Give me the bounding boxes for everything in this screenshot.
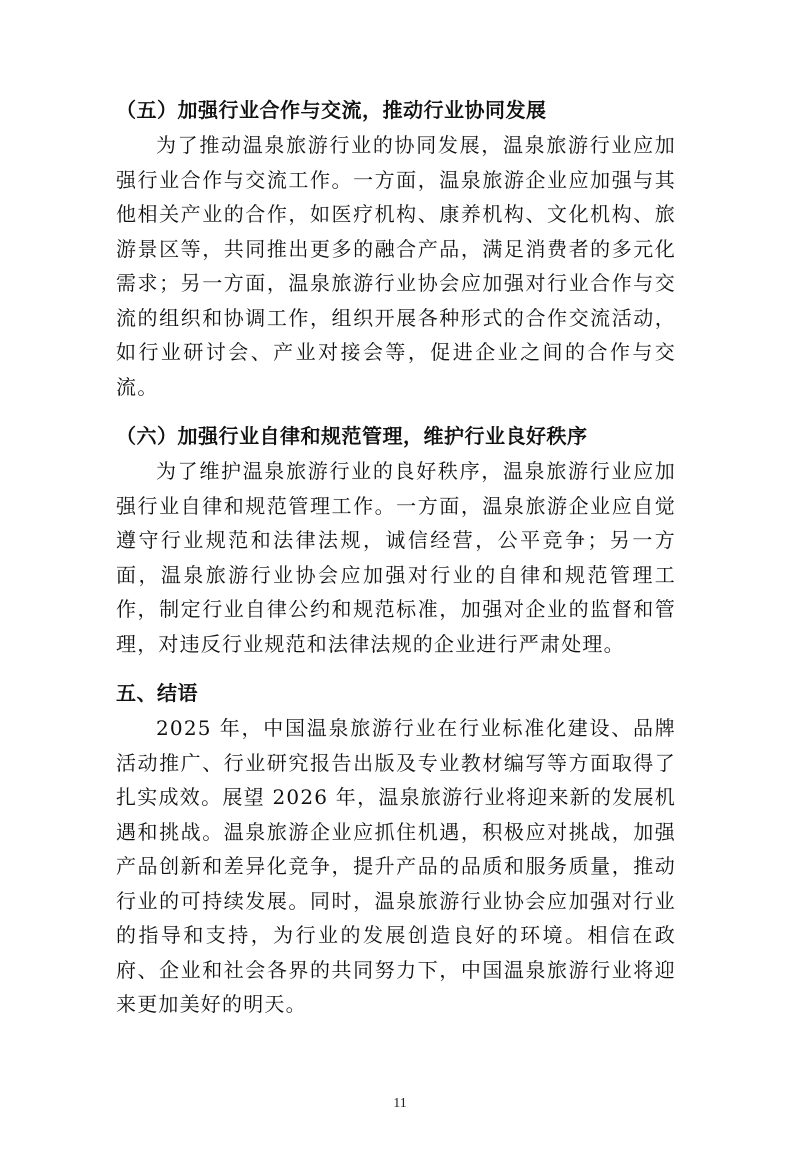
section-paragraph: 为了维护温泉旅游行业的良好秩序，温泉旅游行业应加强行业自律和规范管理工作。一方面，温泉旅游企业应自觉遵守行业规范和法律法规，诚信经营，公平竞争；另一方面，温泉旅游行业协会应加强对行业的自律和规范管理工作，制定行业自律公约和规范标准，加强对企业的监督和管理，对违反行业规范和法律法规的企业进行严肃处理。 [116, 459, 676, 656]
section-heading: （六）加强行业自律和规范管理，维护行业良好秩序 [116, 424, 588, 448]
section-paragraph: 2025 年，中国温泉旅游行业在行业标准化建设、品牌活动推广、行业研究报告出版及专业教材编写等方面取得了扎实成效。展望 2026 年，温泉旅游行业将迎来新的发展机遇和挑战。温泉旅游企业应抓住机遇，积极应对挑战，加强产品创新和差异化竞争，提升产品的品质和服务质量，推动行业的可持续发展。同时，温泉旅游行业协会应加强对行业的指导和支持，为行业的发展创造良好的环境。相信在政府、企业和社会各界的共同努力下，中国温泉旅游行业将迎来更加美好的明天。 [116, 716, 676, 1016]
section-six-self-discipline [116, 418, 676, 661]
page-content [116, 92, 676, 1036]
section-conclusion [116, 675, 676, 1022]
section-five-cooperation [116, 92, 676, 404]
section-paragraph: 为了推动温泉旅游行业的协同发展，温泉旅游行业应加强行业合作与交流工作。一方面，温泉旅游企业应加强与其他相关产业的合作，如医疗机构、康养机构、文化机构、旅游景区等，共同推出更多的融合产品，满足消费者的多元化需求；另一方面，温泉旅游行业协会应加强对行业合作与交流的组织和协调工作，组织开展各种形式的合作交流活动，如行业研讨会、产业对接会等，促进企业之间的合作与交流。 [116, 133, 676, 399]
section-heading: （五）加强行业合作与交流，推动行业协同发展 [116, 98, 547, 122]
section-heading: 五、结语 [116, 681, 198, 705]
page-number: 11 [393, 1096, 407, 1111]
